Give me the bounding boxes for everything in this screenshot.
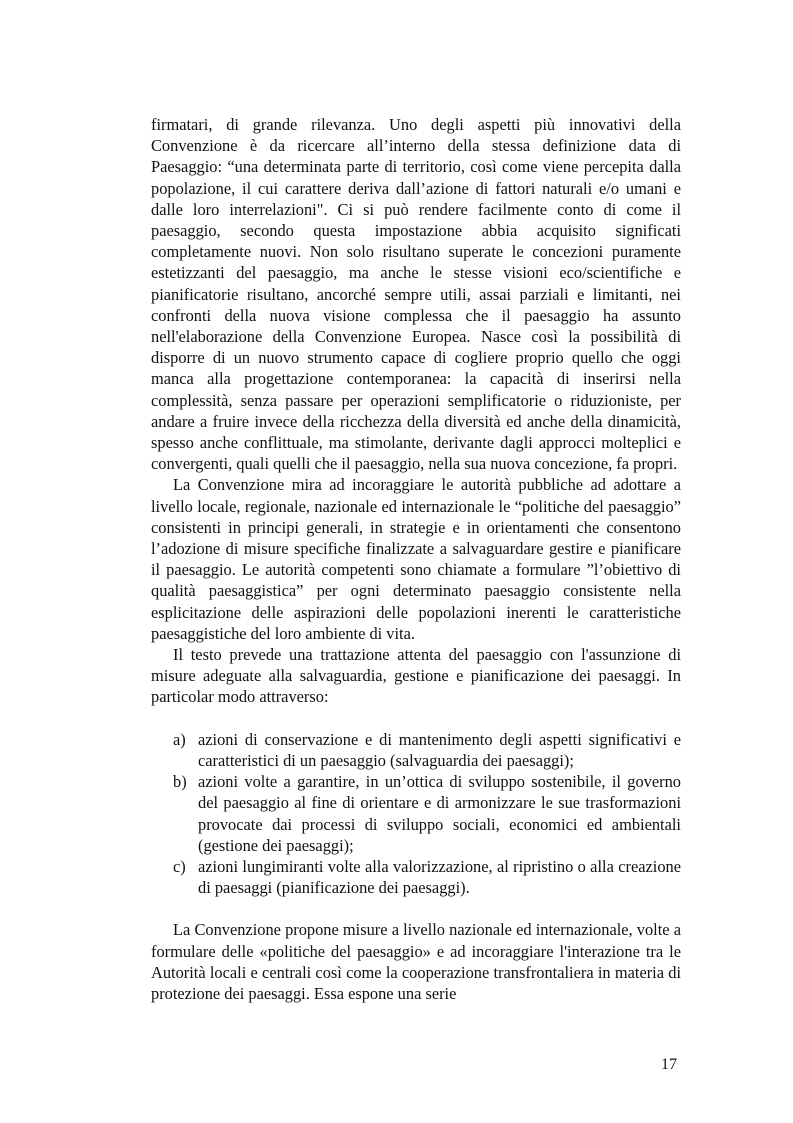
list-item-gestione <box>151 771 681 856</box>
list-item-text: azioni lungimiranti volte alla valorizzazione, al ripristino o alla creazione di paesaggi (pianificazione dei paesaggi). <box>198 856 681 898</box>
list-item-pianificazione <box>151 856 681 898</box>
paragraph-definizione-paesaggio: firmatari, di grande rilevanza. Uno degli aspetti più innovativi della Convenzione è da ricercare all’interno della stessa definizione data di Paesaggio: “una determinata parte di territorio, così come viene percepita dalla popolazione, il cui carattere deriva dall’azione di fattori naturali e/o umani e dalle loro interrelazioni". Ci si può rendere facilmente conto di come il paesaggio, secondo questa impostazione abbia acquisito significati completamente nuovi. Non solo risultano superate le concezioni puramente estetizzanti del paesaggio, ma anche le stesse visioni eco/scientifiche e pianificatorie risultano, ancorché sempre utili, assai parziali e limitanti, nei confronti della nuova visione complessa che il paesaggio ha assunto nell'elaborazione della Convenzione Europea. Nasce così la possibilità di disporre di un nuovo strumento capace di cogliere proprio quello che oggi manca alla progettazione contemporanea: la capacità di inserirsi nella complessità, senza passare per operazioni semplificatorie o riduzioniste, per andare a fruire invece della ricchezza della diversità ed anche della dinamicità, spesso anche conflittuale, ma stimolante, derivante dagli approcci molteplici e convergenti, quali quelli che il paesaggio, nella sua nuova concezione, fa propri. <box>151 115 681 474</box>
list-marker: a) <box>173 729 186 749</box>
measures-list <box>151 729 681 899</box>
list-marker: c) <box>173 856 186 876</box>
page-number: 17 <box>661 1056 677 1073</box>
paragraph-politiche-paesaggio: La Convenzione mira ad incoraggiare le autorità pubbliche ad adottare a livello locale, regionale, nazionale ed internazionale le “politiche del paesaggio” consistenti in principi generali, in strategie e in orientamenti che consentono l’adozione di misure specifiche finalizzate a salvaguardare gestire e pianificare il paesaggio. Le autorità competenti sono chiamate a formulare ”l’obiettivo di qualità paesaggistica” per ogni determinato paesaggio consistente nella esplicitazione delle aspirazioni delle popolazioni inerenti le caratteristiche paesaggistiche del loro ambiente di vita. <box>151 475 681 643</box>
list-item-salvaguardia <box>151 729 681 771</box>
list-item-text: azioni di conservazione e di mantenimento degli aspetti significativi e caratteristici di un paesaggio (salvaguardia dei paesaggi); <box>198 729 681 770</box>
paragraph-trattazione-paesaggio: Il testo prevede una trattazione attenta del paesaggio con l'assunzione di misure adeguate alla salvaguardia, gestione e pianificazione dei paesaggi. In particolar modo attraverso: <box>151 645 681 707</box>
paragraph-misure-nazionali: La Convenzione propone misure a livello nazionale ed internazionale, volte a formulare delle «politiche del paesaggio» e ad incoraggiare l'interazione tra le Autorità locali e centrali così come la cooperazione transfrontaliera in materia di protezione dei paesaggi. Essa espone una serie <box>151 920 681 1003</box>
list-item-text: azioni volte a garantire, in un’ottica di sviluppo sostenibile, il governo del paesaggio al fine di orientare e di armonizzare le sue trasformazioni provocate dai processi di sviluppo sociali, economici ed ambientali (gestione dei paesaggi); <box>198 772 681 855</box>
page-body <box>151 114 681 1004</box>
list-marker: b) <box>173 772 187 792</box>
